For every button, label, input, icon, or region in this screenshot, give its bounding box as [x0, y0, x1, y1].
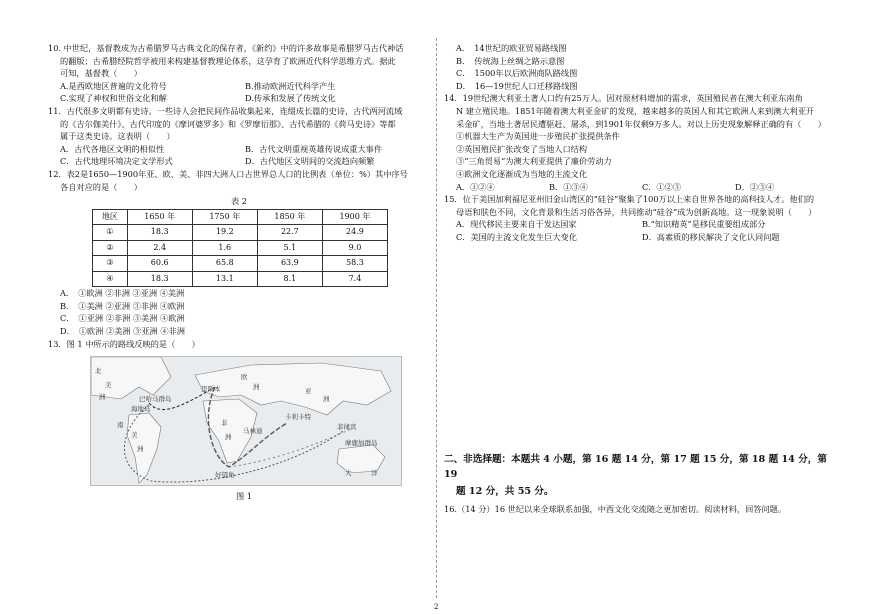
q10-stem-line2: 的翻版；古希腊经院哲学被用来构建基督教理论体系，这孕育了欧洲近代科学思维方式。据此: [60, 55, 396, 66]
table-cell: 65.8: [192, 256, 257, 272]
q10-option-b: B.推动欧洲近代科学产生: [245, 80, 336, 91]
map-label-goodhope: 好望角: [215, 471, 235, 480]
q12-option-c: C． ①亚洲 ②非洲 ③美洲 ④欧洲: [60, 313, 185, 324]
q10-options-row1: [48, 80, 430, 93]
q15-option-d: D．高素质的移民解决了文化认同问题: [642, 231, 780, 242]
table-cell: 9.0: [322, 240, 387, 256]
map-label-africa: 非: [221, 419, 228, 428]
q10-stem-line1: 10. 中世纪，基督教成为古希腊罗马古典文化的保存者，《新约》中的许多故事是希腊罗马古代神话: [48, 43, 404, 53]
q15-options-row2: [444, 231, 828, 244]
map-label-south-america: 美: [131, 431, 138, 440]
map-label-bahamas: 巴哈马群岛: [139, 395, 172, 404]
table-cell: 24.9: [322, 225, 387, 241]
q12-option-a: A． ①欧洲 ②非洲 ③亚洲 ④美洲: [60, 288, 185, 299]
right-column: [444, 42, 828, 515]
table-row: [93, 225, 388, 241]
q11-options-row2: [48, 155, 430, 168]
table-cell: 22.7: [257, 225, 322, 241]
blank-space: [444, 244, 828, 450]
q14-option-d: D．②③④: [735, 181, 775, 192]
section-2-title-line2: 题 12 分，共 55 分。: [456, 485, 554, 497]
section-2-title-line1: 二、非选择题：本题共 4 小题，第 16 题 14 分，第 17 题 15 分，第 18 题 14 分，第 19: [444, 453, 827, 480]
map-label-america: 美: [105, 381, 112, 390]
table-cell: 58.3: [322, 256, 387, 272]
q15-stem-line1: 15．位于美国加利福尼亚州旧金山湾区的“硅谷”聚集了100万以上来自世界各地的高科技人才。他们的: [444, 194, 815, 205]
table-cell: 13.1: [192, 271, 257, 287]
q12-option-b: B． ①美洲 ②亚洲 ③非洲 ④欧洲: [60, 300, 185, 311]
q14-option-a: A．①②④: [456, 181, 495, 192]
map-label-philippines: 菲律宾: [337, 423, 357, 432]
table-header-cell: 1900 年: [322, 209, 387, 225]
table-cell: 5.1: [257, 240, 322, 256]
table-cell: 19.2: [192, 225, 257, 241]
table-caption: 表 2: [231, 196, 247, 207]
q13-stem: 13．图 1 中所示的路线反映的是（ ）: [48, 338, 200, 349]
table-header-cell: 地区: [93, 209, 128, 225]
q12-stem-line1: 12．表2是1650—1900年亚、欧、美、非四大洲人口占世界总人口的比例表（单位：%）其中序号: [48, 168, 408, 179]
q11-option-a: A．古代各地区文明的相似性: [60, 143, 165, 154]
table-row: [93, 256, 388, 272]
map-label-oceania: 洋: [371, 469, 378, 478]
q11-option-d: D．古代地区文明间的交流趋向频繁: [245, 156, 375, 167]
q13-option-d: D． 16—19世纪人口迁移路线图: [456, 80, 578, 91]
left-column: [48, 42, 430, 503]
table-header-cell: 1750 年: [192, 209, 257, 225]
q10-option-c: C.实现了神权和世俗文化和解: [60, 93, 167, 104]
map-label-europe: 洲: [253, 383, 260, 392]
q14-stem-line2: N 建立殖民地。1851年随着澳大利亚金矿的发现，越来越多的英国人和其它欧洲人来到澳大利亚开: [456, 105, 815, 116]
figure-caption: 图 1: [236, 491, 252, 502]
q15-stem-line2: 母语和肤色不同，文化背景和生活习俗各异，共同推动“硅谷”成为创新高地。这一现象说明（ ）: [456, 206, 817, 217]
column-divider: [436, 38, 437, 598]
table-cell: 63.9: [257, 256, 322, 272]
table-cell: ④: [93, 271, 128, 287]
map-label-africa: 洲: [225, 433, 232, 442]
table-header-cell: 1850 年: [257, 209, 322, 225]
map-label-asia: 洲: [323, 395, 330, 404]
q14-options: [444, 181, 828, 194]
map-label-north-america: 北: [95, 367, 102, 376]
q14-option-b: B．①③④: [549, 181, 588, 192]
q10-option-d: D.传承和发展了传统文化: [245, 93, 336, 104]
table-cell: ①: [93, 225, 128, 241]
map-label-europe: 欧: [241, 373, 248, 382]
q12-stem-line2: 各自对应的是（ ）: [60, 181, 142, 192]
map-label-south-america: 洲: [137, 445, 144, 454]
table-row: [93, 271, 388, 287]
q11-stem-line1: 11．古代很多文明都有史诗。一些诗人会把民间作品收集起来，连缀成长篇的史诗，古代两河流域: [48, 105, 403, 116]
q14-item-3: ③“三角贸易”为澳大利亚提供了廉价劳动力: [456, 156, 612, 167]
map-label-south-america: 南: [117, 421, 124, 430]
q14-item-4: ④欧洲文化逐渐成为当地的主流文化: [456, 168, 588, 179]
route-map: [90, 356, 402, 486]
q11-option-b: B．古代文明重视英雄传说成重大事件: [245, 143, 383, 154]
table-cell: ②: [93, 240, 128, 256]
q15-options-row1: [444, 218, 828, 231]
table-cell: 2.4: [127, 240, 192, 256]
q14-stem-line3: 采金矿，当地土著居民遭驱赶、屠杀，到1901年仅剩9万多人。对以上历史现象解释正确的有（ ）: [456, 118, 826, 129]
q10-option-a: A.是西欧地区普遍的文化符号: [60, 80, 167, 91]
q14-option-c: C．①②③: [642, 181, 682, 192]
map-label-haiti: 海地岛: [131, 405, 151, 414]
map-label-malindi: 马林迪: [243, 427, 263, 436]
q11-option-c: C．古代地理环境决定文学形式: [60, 156, 173, 167]
population-table: [92, 209, 388, 288]
map-label-moluccas: 摩鹿加群岛: [345, 439, 378, 448]
map-label-asia: 亚: [305, 387, 312, 396]
table-cell: 7.4: [322, 271, 387, 287]
table-cell: 8.1: [257, 271, 322, 287]
table-cell: 1.6: [192, 240, 257, 256]
q13-option-b: B． 传统海上丝绸之路示意图: [456, 55, 565, 66]
q12-option-d: D． ①欧洲 ②美洲 ③亚洲 ④非洲: [60, 326, 185, 336]
q11-options-row1: [48, 143, 430, 156]
q10-stem-line3: 可知，基督教（ ）: [60, 68, 142, 79]
map-label-calicut: 卡利卡特: [285, 413, 311, 422]
q15-option-a: A．现代移民主要来自于发达国家: [456, 219, 577, 230]
map-label-oceania: 大: [345, 469, 352, 478]
q15-option-c: C．美国的主流文化发生巨大变化: [456, 231, 577, 242]
q14-item-1: ①机器大生产为英国进一步殖民扩张提供条件: [456, 131, 620, 142]
page-number: 2: [434, 603, 439, 611]
q15-option-b: B.“知识精英”是移民重要组成部分: [642, 219, 766, 230]
q14-item-2: ②英国殖民扩张改变了当地人口结构: [456, 143, 588, 154]
table-header-row: [93, 209, 388, 225]
q14-stem-line1: 14．19世纪澳大利亚土著人口约有25万人。因对原材料增加的需求，英国殖民者在澳大利亚东南角: [444, 93, 803, 104]
table-row: [93, 240, 388, 256]
q10-options-row2: [48, 92, 430, 105]
q11-stem-line3: 属于这类史诗。这表明（ ）: [60, 131, 175, 142]
table-cell: 18.3: [127, 225, 192, 241]
table-cell: 18.3: [127, 271, 192, 287]
q16-stem: 16.（14 分）16 世纪以来全球联系加强，中西文化交流随之更加密切。阅读材料，回答问题。: [444, 503, 787, 514]
table-header-cell: 1650 年: [127, 209, 192, 225]
q11-stem-line2: 的《吉尔伽美什》、古代印度的《摩诃婆罗多》和《罗摩衍那》、古代希腊的《荷马史诗》等都: [60, 118, 396, 129]
table-cell: ③: [93, 256, 128, 272]
map-label-lisbon: 里斯本: [201, 385, 221, 394]
q13-option-c: C． 1500年以后欧洲商队路线图: [456, 68, 578, 79]
table-cell: 60.6: [127, 256, 192, 272]
q13-option-a: A． 14世纪的欧亚贸易路线图: [456, 43, 567, 53]
map-label-america: 洲: [99, 393, 106, 402]
